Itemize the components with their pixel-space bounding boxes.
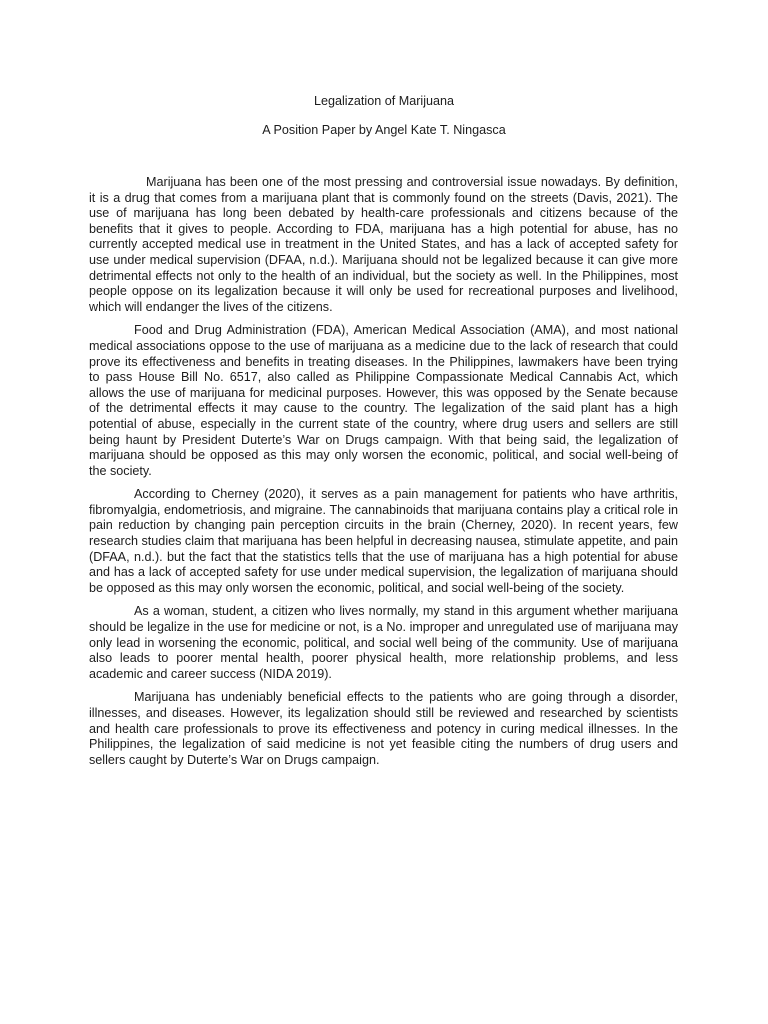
paragraph-introduction: Marijuana has been one of the most pressing and controversial issue nowadays. By definition, it is a drug that comes from a marijuana plant that is commonly found on the streets (Davis, 2021). The use of marijuana has long been debated by health-care professionals and citizens because of the benefits that it gives to people. According to FDA, marijuana has a high potential for abuse, has no currently accepted medical use in treatment in the United States, and has a lack of accepted safety for use under medical supervision (DFAA, n.d.). Marijuana should not be legalized because it can give more detrimental effects not only to the health of an individual, but the society as well. In the Philippines, most people oppose on its legalization because it will only be used for recreational purposes and livelihood, which will endanger the lives of the citizens. — [89, 175, 678, 314]
paragraph-author-stand: As a woman, student, a citizen who lives normally, my stand in this argument whether marijuana should be legalize in the use for medicine or not, is a No. improper and unregulated use of marijuana may only lead in worsening the economic, political, and social well being of the community. Use of marijuana also leads to poorer mental health, poorer physical health, more relationship problems, and less academic and career success (NIDA 2019). — [89, 604, 678, 681]
paragraph-conclusion: Marijuana has undeniably beneficial effects to the patients who are going through a disorder, illnesses, and diseases. However, its legalization should still be reviewed and researched by scientists and health care professionals to prove its effectiveness and potency in curing medical illnesses. In the Philippines, the legalization of said medicine is not yet feasible citing the numbers of drug users and sellers caught by Duterte’s War on Drugs campaign. — [89, 690, 678, 767]
paragraph-fda-position: Food and Drug Administration (FDA), American Medical Association (AMA), and most national medical associations oppose to the use of marijuana as a medicine due to the lack of research that could prove its effectiveness and benefits in treating diseases. In the Philippines, lawmakers have been trying to pass House Bill No. 6517, also called as Philippine Compassionate Medical Cannabis Act, which allows the use of marijuana for medicinal purposes. However, this was opposed by the Senate because of the detrimental effects it may cause to the country. The legalization of the said plant has a high potential of abuse, especially in the current state of the country, where drug users and sellers are still being haunt by President Duterte’s War on Drugs campaign. With that being said, the legalization of marijuana should be opposed as this may only worsen the economic, political, and social well-being of the society. — [89, 323, 678, 478]
paragraph-pain-management: According to Cherney (2020), it serves as a pain management for patients who have arthritis, fibromyalgia, endometriosis, and migraine. The cannabinoids that marijuana contains play a critical role in pain reduction by changing pain perception circuits in the brain (Cherney, 2020). In recent years, few research studies claim that marijuana has been helpful in decreasing nausea, stimulate appetite, and pain (DFAA, n.d.). but the fact that the statistics tells that the use of marijuana has a high potential for abuse and has a lack of accepted safety for use under medical supervision, the legalization of marijuana should be opposed as this may only worsen the economic, political, and social well-being of the society. — [89, 487, 678, 595]
document-body — [89, 175, 678, 776]
document-subtitle: A Position Paper by Angel Kate T. Ningasca — [262, 123, 506, 137]
document-title: Legalization of Marijuana — [313, 94, 455, 108]
